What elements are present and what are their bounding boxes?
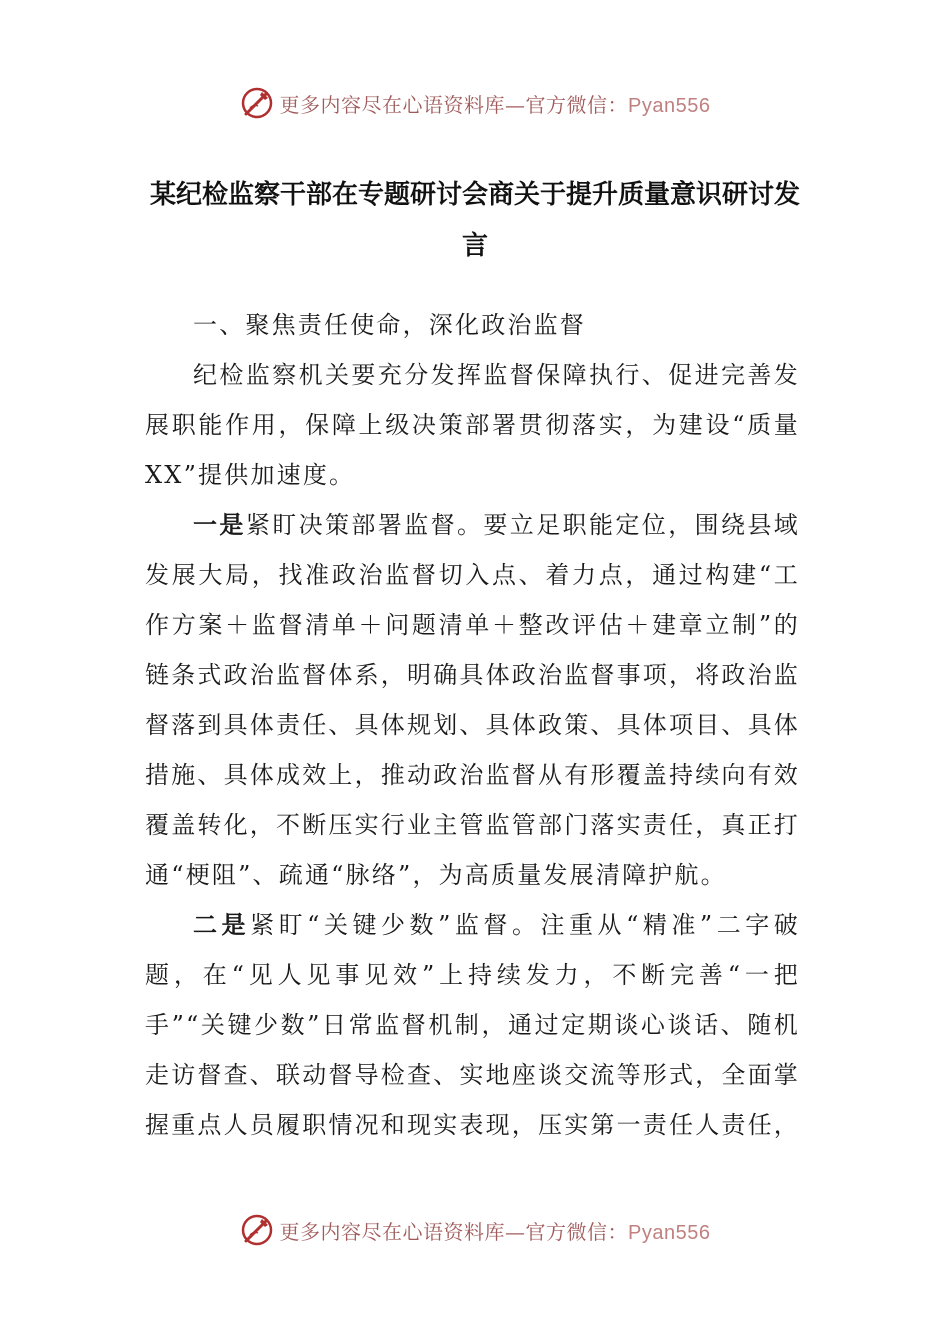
paragraph-text: 紧盯决策部署监督。要立足职能定位，围绕县域发展大局，找准政治监督切入点、着力点，通过构建“工作方案＋监督清单＋问题清单＋整改评估＋建章立制”的链条式政治监督体系，明确具体政治监督事项，将政治监督落到具体责任、具体规划、具体政策、具体项目、具体措施、具体成效上，推动政治监督从有形覆盖持续向有效覆盖转化，不断压实行业主管监管部门落实责任，真正打通“梗阻”、疏通“脉络”，为高质量发展清障护航。: [145, 511, 801, 889]
wechat-id: Pyan556: [628, 94, 711, 117]
pen-logo-icon: [240, 1213, 274, 1247]
document-body: [145, 300, 800, 1150]
paragraph-lead: 二是: [193, 911, 251, 939]
paragraph: [145, 900, 800, 1150]
paragraph: [145, 500, 800, 900]
paragraph-lead: 一是: [193, 511, 246, 539]
paragraph: 纪检监察机关要充分发挥监督保障执行、促进完善发展职能作用，保障上级决策部署贯彻落实，为建设“质量XX”提供加速度。: [145, 361, 800, 489]
section-heading: 一、聚焦责任使命，深化政治监督: [193, 311, 586, 339]
banner-text: 更多内容尽在心语资料库—官方微信：Pyan556: [279, 1219, 711, 1244]
wechat-id: Pyan556: [628, 1221, 711, 1244]
footer-banner: [0, 1210, 950, 1250]
header-banner: [0, 83, 950, 123]
paragraph-text: 紧盯“关键少数”监督。注重从“精准”二字破题，在“见人见事见效”上持续发力，不断完善“一把手”“关键少数”日常监督机制，通过定期谈心谈话、随机走访督查、联动督导检查、实地座谈交流等形式，全面掌握重点人员履职情况和现实表现，压实第一责任人责任，: [145, 911, 801, 1139]
pen-logo-icon: [240, 86, 274, 120]
banner-text: 更多内容尽在心语资料库—官方微信：Pyan556: [279, 92, 711, 117]
document-title: 某纪检监察干部在专题研讨会商关于提升质量意识研讨发言: [149, 180, 800, 261]
